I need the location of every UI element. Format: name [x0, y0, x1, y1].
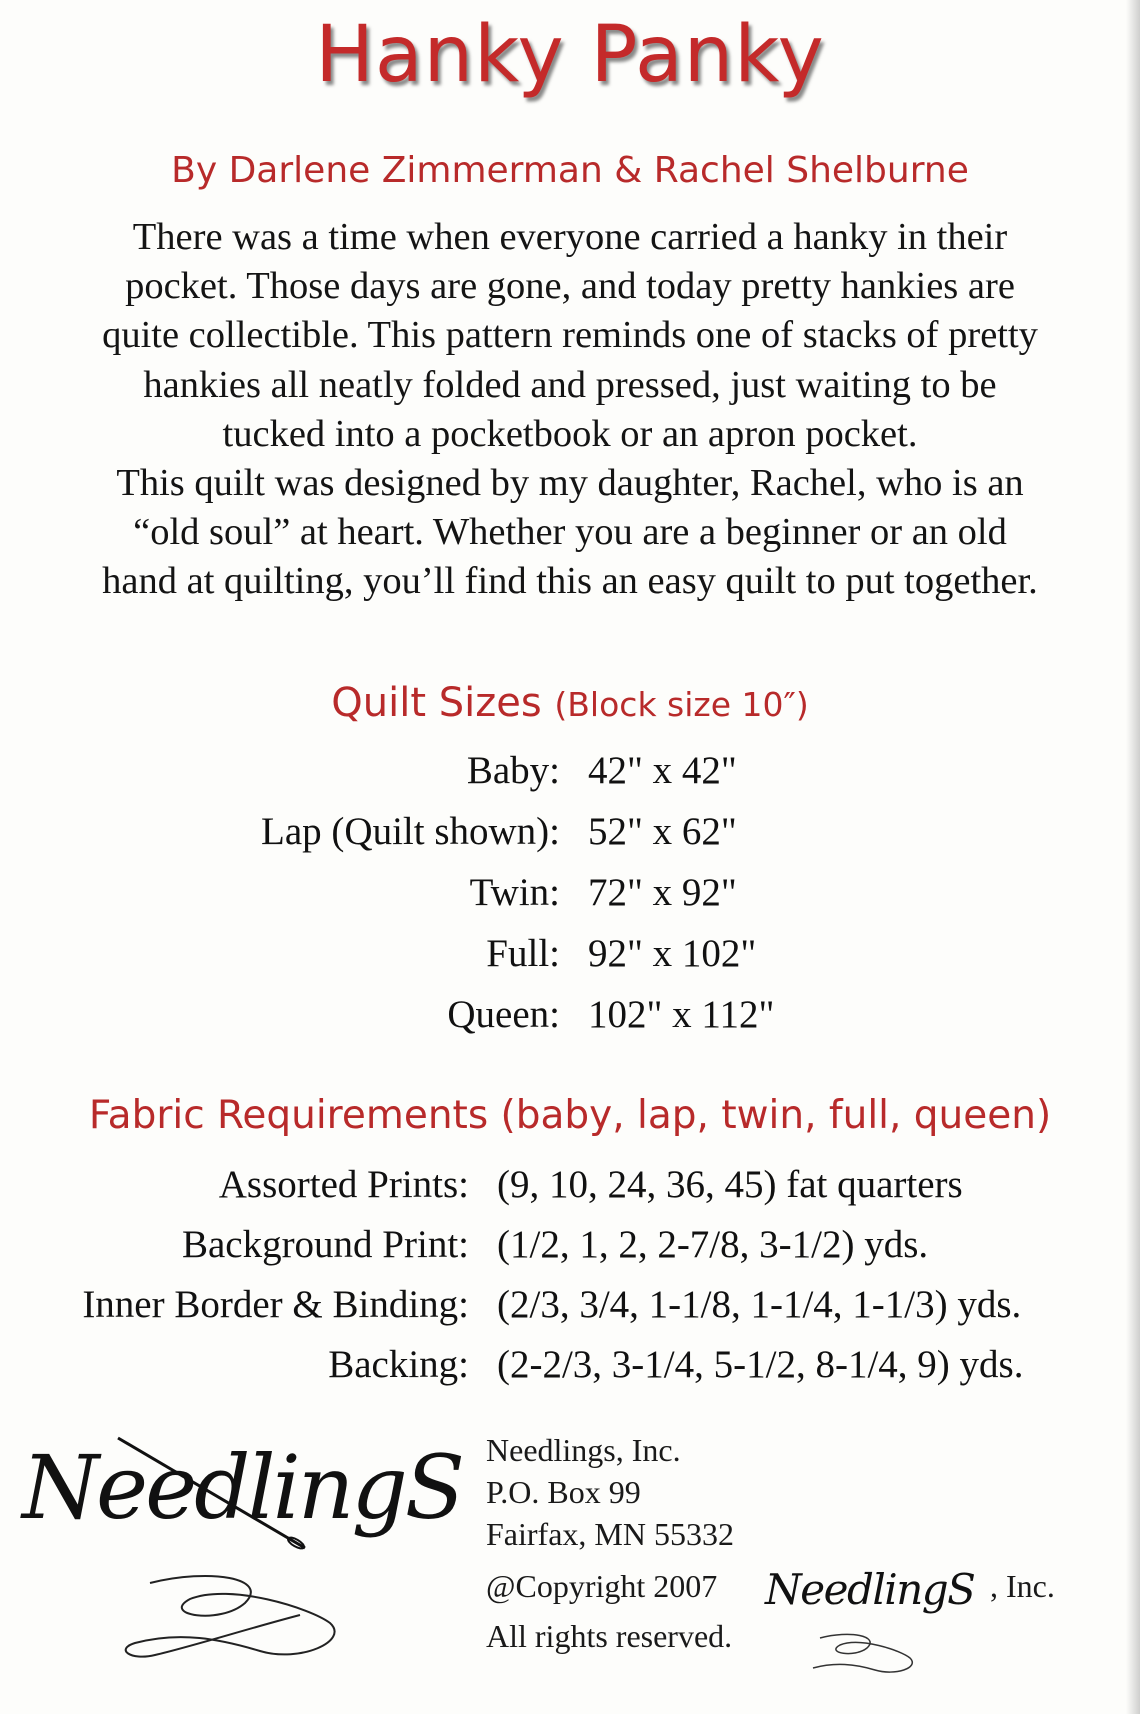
fabric-label: Assorted Prints:	[218, 1163, 469, 1206]
size-row-baby	[0, 748, 1140, 798]
fabric-row-backing	[0, 1342, 1140, 1392]
flourish-small-icon	[805, 1628, 935, 1678]
fabric-value: (2-2/3, 3-1/4, 5-1/2, 8-1/4, 9) yds.	[497, 1343, 1024, 1386]
copyright-inc: , Inc.	[990, 1568, 1055, 1604]
size-value: 72" x 92"	[588, 871, 737, 914]
intro-line: There was a time when everyone carried a hanky in their	[132, 216, 1008, 258]
needlings-logo-small: NeedlingS	[765, 1565, 975, 1614]
copyright-text: @Copyright 2007	[486, 1568, 718, 1604]
publisher-name: Needlings, Inc.	[486, 1432, 681, 1468]
block-size-note: (Block size 10″)	[554, 685, 809, 724]
intro-line: “old soul” at heart. Whether you are a beginner or an old	[133, 511, 1007, 554]
needlings-logo: NeedlingS	[22, 1436, 463, 1539]
fabric-label: Backing:	[328, 1343, 469, 1386]
size-row-queen	[0, 992, 1140, 1042]
size-value: 52" x 62"	[588, 810, 737, 853]
size-row-full	[0, 931, 1140, 981]
size-row-lap	[0, 809, 1140, 859]
fabric-row-background-print	[0, 1222, 1140, 1272]
pattern-title: Hanky Panky	[315, 10, 825, 100]
intro-line: pocket. Those days are gone, and today pretty hankies are	[125, 265, 1015, 308]
fabric-label: Inner Border & Binding:	[82, 1283, 469, 1326]
fabric-row-assorted-prints	[0, 1162, 1140, 1212]
intro-line: This quilt was designed by my daughter, Rachel, who is an	[116, 462, 1024, 505]
rights-reserved: All rights reserved.	[486, 1618, 733, 1654]
size-value: 102" x 112"	[588, 993, 775, 1036]
size-label: Queen:	[447, 993, 560, 1036]
size-row-twin	[0, 870, 1140, 920]
author-byline: By Darlene Zimmerman & Rachel Shelburne	[171, 150, 969, 191]
intro-line: hankies all neatly folded and pressed, just waiting to be	[143, 363, 997, 406]
size-label: Lap (Quilt shown):	[261, 810, 560, 853]
quilt-sizes-heading	[0, 680, 1140, 726]
intro-line: quite collectible. This pattern reminds one of stacks of pretty	[102, 314, 1038, 357]
publisher-city: Fairfax, MN 55332	[486, 1516, 734, 1552]
publisher-po-box: P.O. Box 99	[486, 1474, 641, 1510]
intro-line: hand at quilting, you’ll find this an easy quilt to put together.	[102, 560, 1038, 603]
size-label: Full:	[486, 932, 560, 975]
fabric-value: (9, 10, 24, 36, 45) fat quarters	[497, 1163, 963, 1206]
size-value: 92" x 102"	[588, 932, 757, 975]
flourish-icon	[120, 1563, 360, 1673]
fabric-row-inner-border-binding	[0, 1282, 1140, 1332]
intro-line: tucked into a pocketbook or an apron pocket.	[222, 412, 918, 455]
quilt-sizes-title: Quilt Sizes	[331, 680, 542, 726]
size-value: 42" x 42"	[588, 749, 737, 792]
size-label: Baby:	[466, 749, 560, 792]
size-label: Twin:	[469, 871, 560, 914]
fabric-requirements-heading: Fabric Requirements (baby, lap, twin, full, queen)	[88, 1093, 1052, 1138]
fabric-value: (1/2, 1, 2, 2-7/8, 3-1/2) yds.	[497, 1223, 929, 1266]
fabric-label: Background Print:	[181, 1223, 469, 1266]
fabric-value: (2/3, 3/4, 1-1/8, 1-1/4, 1-1/3) yds.	[497, 1283, 1022, 1326]
intro-text	[20, 213, 1120, 607]
